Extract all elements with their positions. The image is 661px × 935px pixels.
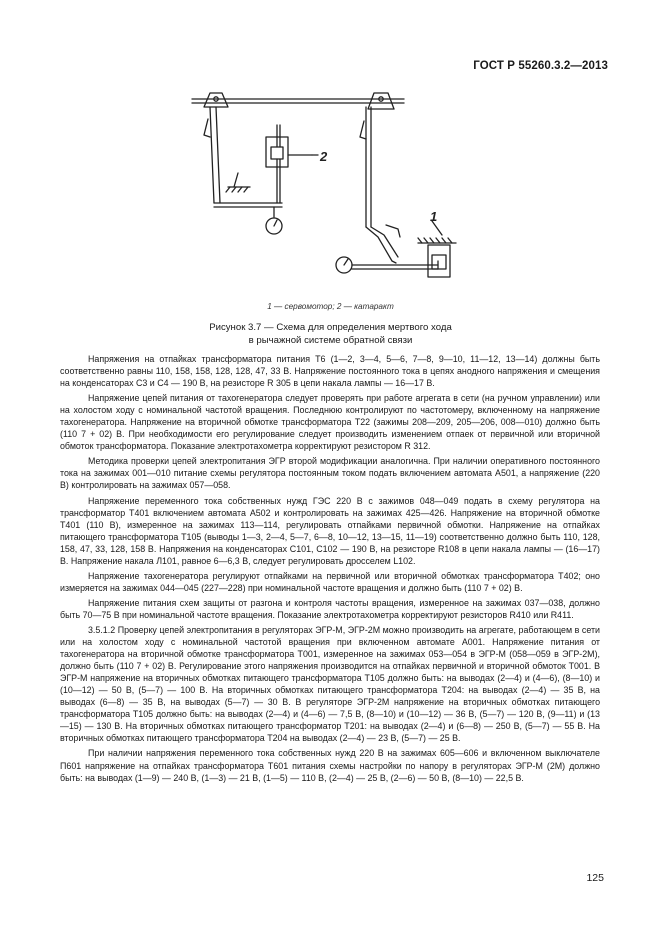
label-servomotor: 1 — [430, 209, 438, 224]
figure-caption — [0, 322, 661, 347]
lever-system-svg — [170, 85, 490, 285]
figure-legend: 1 — сервомотор; 2 — катаракт — [267, 302, 394, 311]
figure-caption-line-1: Рисунок 3.7 — Схема для определения мертвого хода — [209, 322, 452, 333]
paragraph-8: При наличии напряжения переменного тока собственных нужд 220 В на зажимах 605—606 и включенном выключателе П601 напряжение на отпайках трансформатора Т601 питания схемы настройки по напору в регуляторах ЭГР-М (2М) должно быть: на выводах (1—9) — 240 В, (1—3) — 21 В, (1—5) — 110 В, (2—4) — 25 В, (2—6) — 50 В, (8—10) — 22,5 В. — [60, 748, 600, 783]
paragraph-4: Напряжение переменного тока собственных нужд ГЭС 220 В с зажимов 048—049 подать в схему регулятора на трансформатор Т401 включением автомата А502 и контролировать на зажимах 425—426. Напряжение на вторичной обмотке Т401 (110 В), измеренное на зажимах 113—114, регулировать отпайками первичной обмотки. Напряжение на отпайках питающего трансформатора Т105 (выводы 1—3, 2—4, 5—7, 6—8, 10—12, 13—15, 11—19) соответственно должно быть 110, 128, 158, 47, 33, 128, 158 В. Напряжения на конденсаторах С101, С102 — 190 В, на резисторе R108 в цепи накала лампы — (16—17) В. Напряжение накала Л101, равное 6—6,3 В, следует регулировать дросселем L102. — [60, 495, 600, 566]
figure-caption-line-2: в рычажной системе обратной связи — [248, 334, 413, 346]
servomotor-body — [428, 245, 450, 277]
lever-system-diagram — [170, 85, 490, 285]
body-text — [60, 353, 600, 787]
left-link — [210, 107, 214, 203]
paragraph-1: Напряжения на отпайках трансформатора питания Т6 (1—2, 3—4, 5—6, 7—8, 9—10, 11—12, 13—14) должны быть соответственно равны 110, 158, 158, 128, 128, 47, 33 В. Напряжение постоянного тока в цепях анодного напряжения и смещения на конденсаторах С3 и С4 — 190 В, на резисторе R 305 в цепи накала лампы — 16—17 В. — [60, 354, 600, 389]
paragraph-2: Напряжение цепей питания от тахогенератора следует проверять при работе агрегата в сети (на ручном управлении) или на холостом ходу с номинальной частотой вращения. Последнюю контролируют по частотомеру, включенному на напряжение тахогенератора. Напряжение на вторичной обмотке трансформатора Т22 (зажимы 208—209, 205—206, 008—010) должно быть (110 7 + 02) В. При необходимости его регулирование следует производить изменением отпаек от первичной или вторичной обмоток трансформатора. Показание электротахометра корректируют резистором R 312. — [60, 393, 600, 452]
paragraph-3: Методика проверки цепей электропитания ЭГР второй модификации аналогична. При наличии оперативного постоянного тока на зажимах 001—010 питание схемы регулятора постоянным током подать включением автомата А501, а напряжение (220 В) контролировать на зажимах 057—058. — [60, 456, 600, 491]
paragraph-5: Напряжение тахогенератора регулируют отпайками на первичной или вторичной обмотках трансформатора Т402; оно измеряется на зажимах 044—045 (227—228) при номинальной частоте вращения и должно быть (110 7 + 02) В. — [60, 570, 600, 593]
page-number: 125 — [586, 872, 604, 884]
paragraph-6: Напряжение питания схем защиты от разгона и контроля частоты вращения, измеренное на зажимах 037—038, должно быть 70—75 В при номинальной частоте вращения. Показание электротахометра корректируют резисторов R410 или R411. — [60, 597, 600, 620]
label-cataract: 2 — [320, 149, 328, 164]
left-pivot — [204, 93, 228, 107]
page-header-standard-id: ГОСТ Р 55260.3.2—2013 — [473, 60, 608, 72]
paragraph-7: 3.5.1.2 Проверку цепей электропитания в регуляторах ЭГР-М, ЭГР-2М можно производить на агрегате, работающем в сети или на холостом ходу с номинальной частотой вращения при включенном автомате А001. Напряжение питания от тахогенератора на вторичной обмотке трансформатора Т001, измеренное на зажимах 053—054 в ЭГР-М (058—059 в ЭГР-2М), должно быть (110 7 + 02) В. Регулирование этого напряжения производится на отпайках первичной и вторичной обмоток Т001. В ЭГР-М напряжение на вторичных обмотках питающего трансформатора Т105 должно быть: на выводах (2—4) и (4—6), (8—10) и (10—12) — 50 В, (5—7) — 100 В. На вторичных обмотках питающего трансформатора Т204: на выводах (2—4) — 35 В, на выводах (6—8) — 35 В, на выводах (5—7) — 30 В. В регуляторе ЭГР-2М напряжение на вторичных обмотках питающего трансформатора Т105 должно быть: на выводах (2—4) и (4—6) — 7,5 В, (8—10) и (10—12) — 36 В, (5—7) — 120 В, (9—11) и (13—15) — 130 В. На вторичных обмотках питающего трансформатор Т201: на выводах (2—4) и (6—8) — 250 В, (5—7) — 55 В. На вторичных обмотках питающего трансформатора Т204 на выводах (2—4) — 23 В, (5—7) — 25 В. — [60, 624, 600, 744]
